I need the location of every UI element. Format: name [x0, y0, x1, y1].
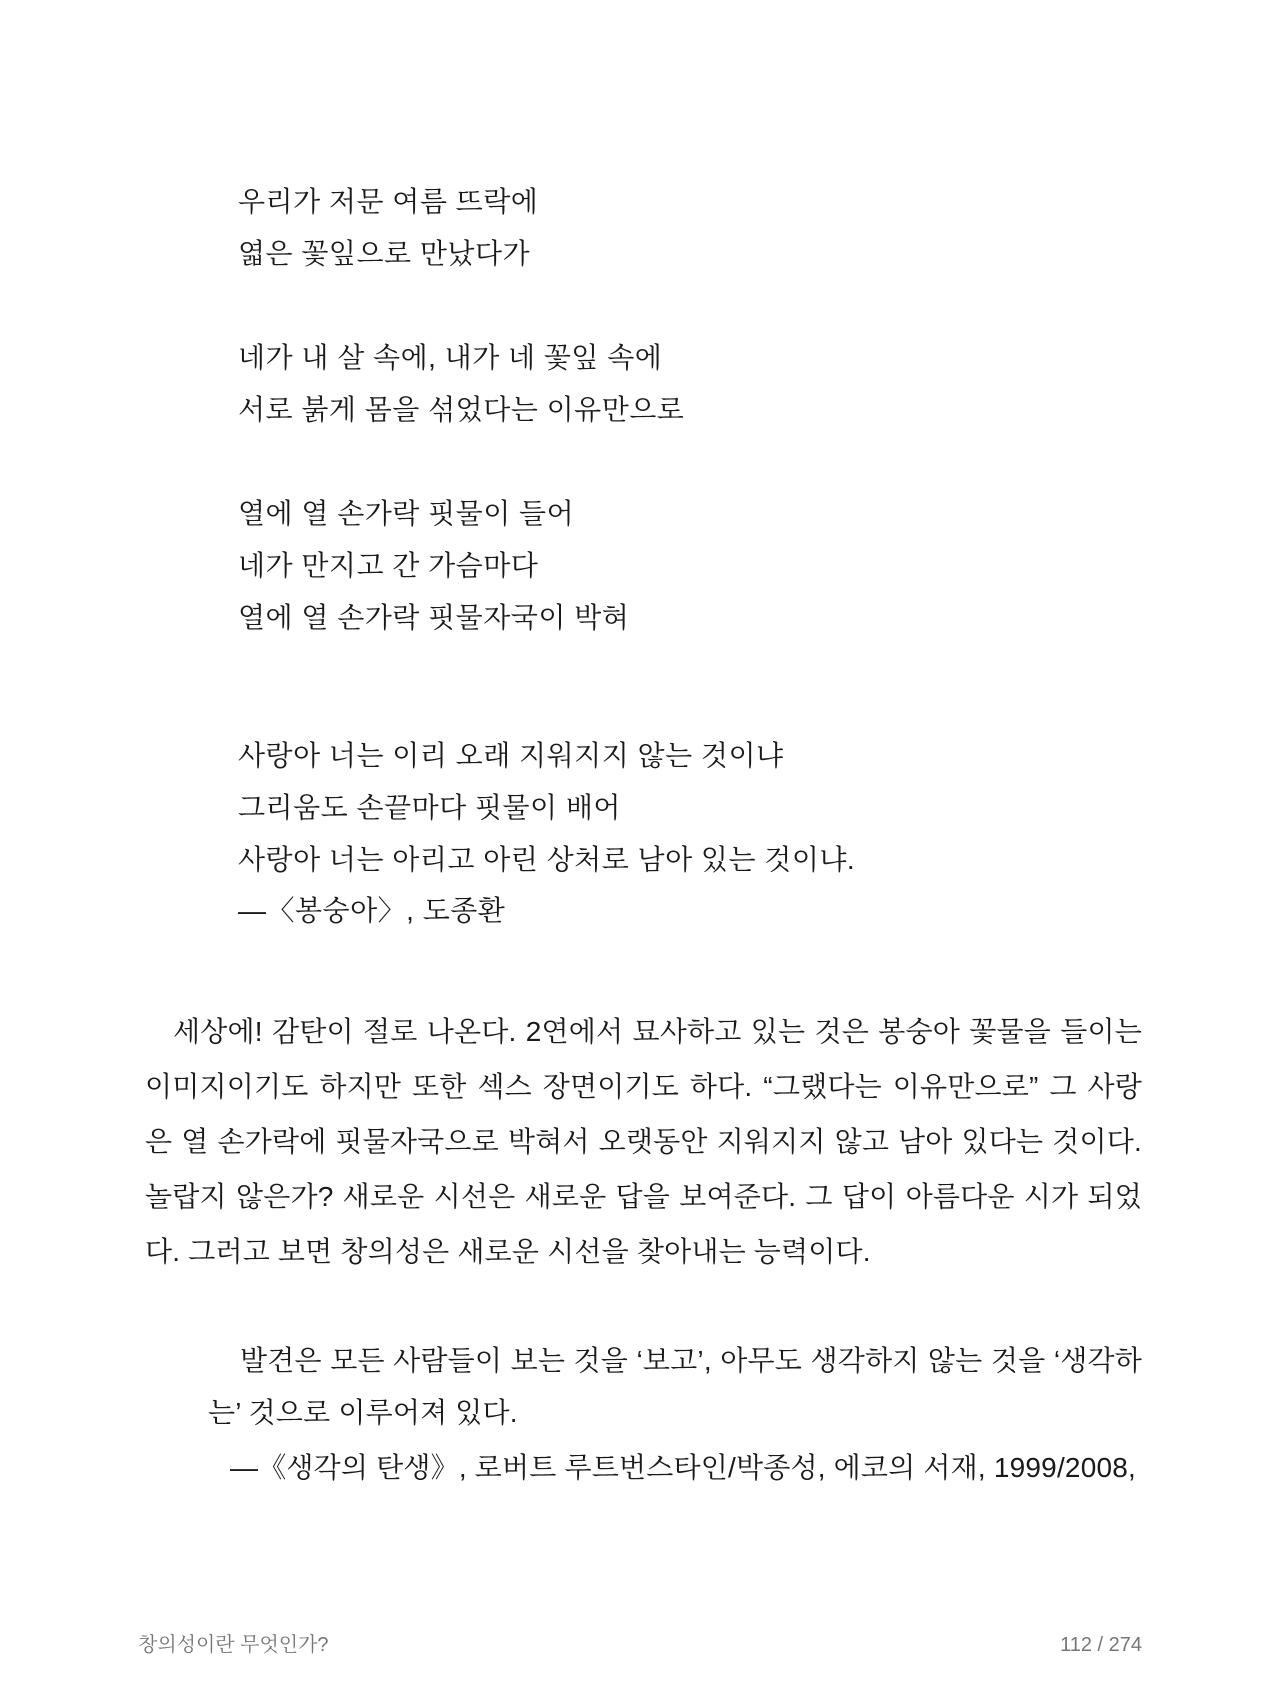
poem-stanza [238, 332, 855, 436]
poem-attribution: —〈봉숭아〉, 도종환 [238, 895, 506, 926]
poem-line: 네가 만지고 간 가슴마다 [238, 550, 539, 581]
poem-stanza [238, 176, 855, 280]
poem-line: 사랑아 너는 이리 오래 지워지지 않는 것이냐 [238, 740, 784, 771]
poem-line: 우리가 저문 여름 뜨락에 [238, 186, 539, 217]
page-indicator: 112 / 274 [1060, 1634, 1142, 1656]
poem-line: 열에 열 손가락 핏물이 들어 [238, 498, 575, 529]
quote-text: 발견은 모든 사람들이 보는 것을 ‘보고’, 아무도 생각하지 않는 것을 ‘생각하는’ 것으로 이루어져 있다. [208, 1345, 1142, 1428]
quote-attribution: —《생각의 탄생》, 로버트 루트번스타인/박종성, 에코의 서재, 1999/2008, [230, 1452, 1136, 1483]
poem-line: 사랑아 너는 아리고 아린 상처로 남아 있는 것이냐. [238, 844, 856, 875]
poem [238, 176, 855, 886]
page-footer [138, 1632, 1142, 1658]
body-paragraph: 세상에! 감탄이 절로 나온다. 2연에서 묘사하고 있는 것은 봉숭아 꽃물을 들이는 이미지이기도 하지만 또한 섹스 장면이기도 하다. “그랬다는 이유만으로” 그 사랑은 열 손가락에 핏물자국으로 박혀서 오랫동안 지워지지 않고 남아 있다는 것이다. 놀랍지 않은가? 새로운 시선은 새로운 답을 보여준다. 그 답이 아름다운 시가 되었다. 그러고 보면 창의성은 새로운 시선을 찾아내는 능력이다. [145, 1016, 1142, 1267]
poem-line: 엷은 꽃잎으로 만났다가 [238, 238, 531, 269]
poem-line: 그리움도 손끝마다 핏물이 배어 [238, 792, 621, 823]
poem-line: 열에 열 손가락 핏물자국이 박혀 [238, 602, 630, 633]
poem-stanza [238, 488, 855, 644]
poem-stanza [238, 730, 855, 886]
poem-line: 네가 내 살 속에, 내가 네 꽃잎 속에 [238, 342, 663, 373]
chapter-title: 창의성이란 무엇인가? [138, 1634, 329, 1656]
poem-line: 서로 붉게 몸을 섞었다는 이유만으로 [238, 394, 685, 425]
